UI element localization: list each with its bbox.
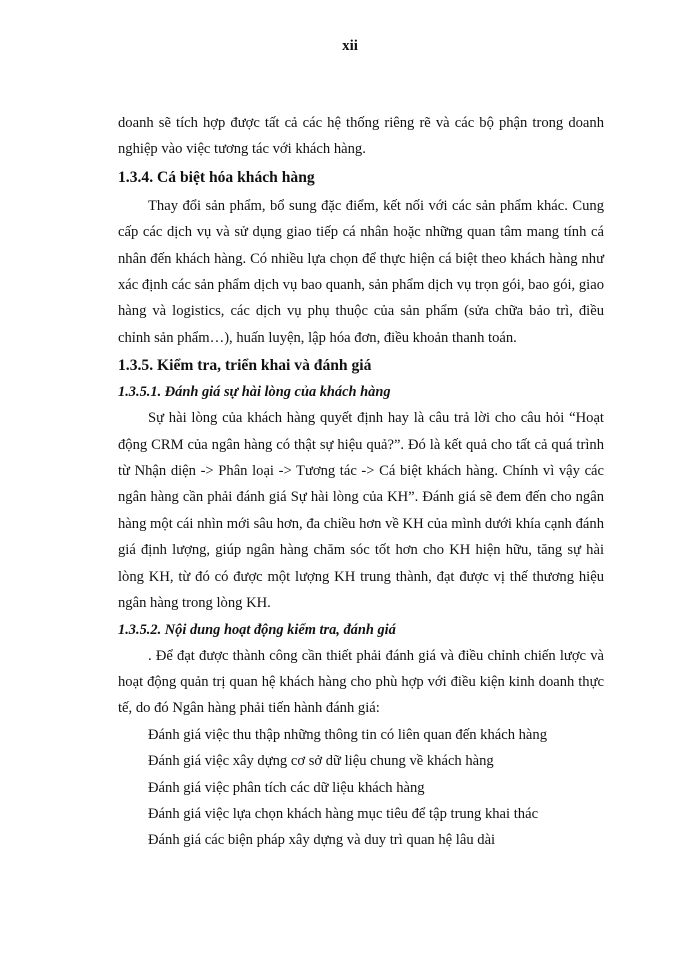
- subsection-1-3-5-2-paragraph: . Để đạt được thành công cần thiết phải đánh giá và điều chỉnh chiến lược và hoạt động quản trị quan hệ khách hàng cho phù hợp với điều kiện kinh doanh thực tế, do đó Ngân hàng phải tiến hành đánh giá:: [118, 647, 604, 717]
- list-item: Đánh giá việc phân tích các dữ liệu khách hàng: [148, 779, 425, 796]
- page-number: xii: [342, 38, 358, 54]
- section-heading-1-3-5: 1.3.5. Kiểm tra, triển khai và đánh giá: [118, 357, 372, 375]
- list-item: Đánh giá việc lựa chọn khách hàng mục tiêu để tập trung khai thác: [148, 805, 539, 822]
- section-1-3-4-paragraph: Thay đổi sản phẩm, bổ sung đặc điểm, kết nối với các sản phẩm khác. Cung cấp các dịch vụ và sử dụng giao tiếp cá nhân hoặc những quan tâm mang tính cá nhân đến khách hàng. Có nhiều lựa chọn để thực hiện cá biệt theo khách hàng như xác định các sản phẩm dịch vụ bao quanh, sản phẩm dịch vụ trọn gói, bao gói, giao hàng và logistics, các dịch vụ phụ thuộc của sản phẩm (sửa chữa bảo trì, điều chỉnh sản phẩm…), huấn luyện, lập hóa đơn, điều khoản thanh toán.: [118, 197, 604, 346]
- list-item: Đánh giá việc thu thập những thông tin có liên quan đến khách hàng: [148, 726, 548, 743]
- page-content: [118, 110, 604, 854]
- intro-paragraph: doanh sẽ tích hợp được tất cả các hệ thống riêng rẽ và các bộ phận trong doanh nghiệp vào việc tương tác với khách hàng.: [118, 115, 604, 158]
- subsection-heading-1-3-5-2: 1.3.5.2. Nội dung hoạt động kiểm tra, đánh giá: [118, 621, 396, 638]
- evaluation-list: [118, 722, 604, 854]
- subsection-heading-1-3-5-1: 1.3.5.1. Đánh giá sự hài lòng của khách hàng: [118, 384, 391, 401]
- list-item: Đánh giá việc xây dựng cơ sở dữ liệu chung về khách hàng: [148, 753, 494, 770]
- list-item: Đánh giá các biện pháp xây dựng và duy trì quan hệ lâu dài: [148, 832, 496, 849]
- subsection-1-3-5-1-paragraph: Sự hài lòng của khách hàng quyết định hay là câu trả lời cho câu hỏi “Hoạt động CRM của ngân hàng có thật sự hiệu quả?”. Đó là kết quả cho tất cả quá trình từ Nhận diện -> Phân loại -> Tương tác -> Cá biệt khách hàng. Chính vì vậy các ngân hàng cần phải đánh giá Sự hài lòng của KH”. Đánh giá sẽ đem đến cho ngân hàng một cái nhìn mới sâu hơn, đa chiều hơn về KH của mình dưới khía cạnh đánh giá định lượng, giúp ngân hàng chăm sóc tốt hơn cho KH hiện hữu, tăng sự hài lòng KH, từ đó có được một lượng KH trung thành, đạt được vị thế thương hiệu ngân hàng trong lòng KH.: [118, 410, 604, 612]
- section-heading-1-3-4: 1.3.4. Cá biệt hóa khách hàng: [118, 168, 315, 186]
